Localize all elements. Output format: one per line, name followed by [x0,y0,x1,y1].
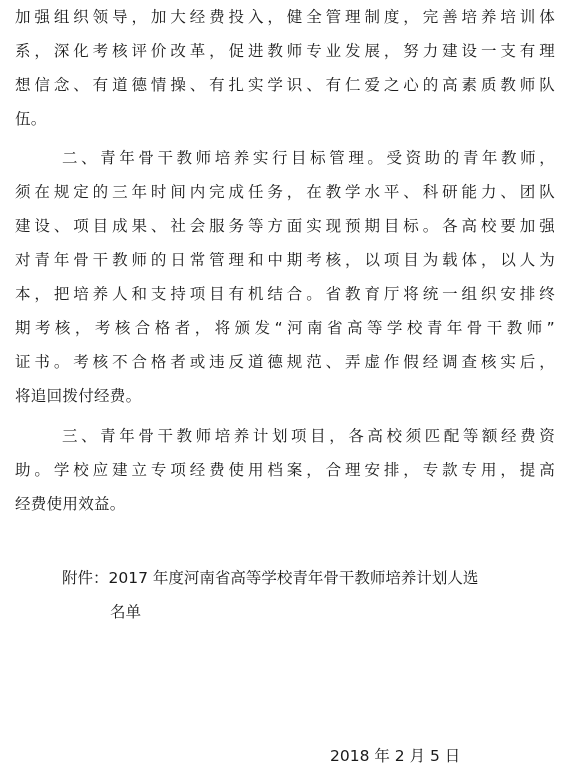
paragraph-3-line-1: 三、青年骨干教师培养计划项目，各高校须匹配等额经费资 [62,427,555,445]
attachment-line-2: 名单 [110,603,142,621]
paragraph-1-line-3: 想信念、有道德情操、有扎实学识、有仁爱之心的高素质教师队 [15,76,555,94]
document-date: 2018 年 2 月 5 日 [330,747,461,765]
paragraph-2-line-6: 期考核，考核合格者，将颁发“河南省高等学校青年骨干教师” [15,319,555,337]
paragraph-2-line-5: 本，把培养人和支持项目有机结合。省教育厅将统一组织安排终 [15,285,555,303]
paragraph-2-line-3: 建设、项目成果、社会服务等方面实现预期目标。各高校要加强 [15,217,555,235]
paragraph-3-line-3: 经费使用效益。 [15,495,126,513]
paragraph-2-line-8: 将追回拨付经费。 [15,387,142,405]
paragraph-2-line-2: 须在规定的三年时间内完成任务，在教学水平、科研能力、团队 [15,183,555,201]
paragraph-3-line-2: 助。学校应建立专项经费使用档案，合理安排，专款专用，提高 [15,461,555,479]
paragraph-2-line-7: 证书。考核不合格者或违反道德规范、弄虚作假经调查核实后， [15,353,555,371]
paragraph-2-line-4: 对青年骨干教师的日常管理和中期考核，以项目为载体，以人为 [15,251,555,269]
paragraph-1-line-4: 伍。 [15,110,47,128]
paragraph-2-line-1: 二、青年骨干教师培养实行目标管理。受资助的青年教师， [62,149,555,167]
paragraph-1-line-2: 系，深化考核评价改革，促进教师专业发展，努力建设一支有理 [15,42,555,60]
paragraph-1-line-1: 加强组织领导，加大经费投入，健全管理制度，完善培养培训体 [15,8,555,26]
attachment-line-1: 附件：2017 年度河南省高等学校青年骨干教师培养计划人选 [62,569,479,587]
